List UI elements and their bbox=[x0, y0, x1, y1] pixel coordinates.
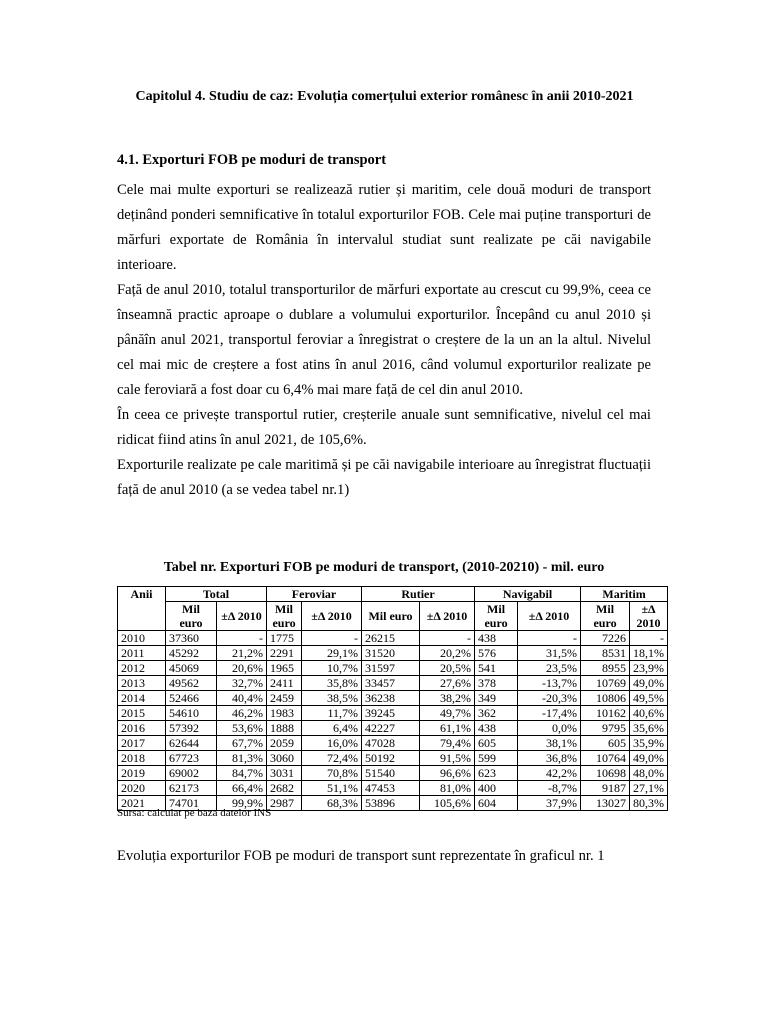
body-text bbox=[117, 178, 651, 503]
delta-cell: 23,5% bbox=[518, 661, 581, 676]
subheader-mil-euro: Mil euro bbox=[267, 602, 302, 631]
subheader-row bbox=[118, 602, 668, 631]
value-cell: 9795 bbox=[581, 721, 630, 736]
delta-cell: 49,5% bbox=[630, 691, 668, 706]
final-line: Evoluția exporturilor FOB pe moduri de transport sunt reprezentate în graficul nr. 1 bbox=[117, 848, 605, 864]
delta-cell: - bbox=[518, 631, 581, 646]
table-row bbox=[118, 706, 668, 721]
delta-cell: 35,6% bbox=[630, 721, 668, 736]
delta-cell: 51,1% bbox=[302, 781, 362, 796]
year-cell: 2018 bbox=[118, 751, 166, 766]
value-cell: 45292 bbox=[166, 646, 217, 661]
group-header-maritim: Maritim bbox=[581, 587, 668, 602]
year-cell: 2014 bbox=[118, 691, 166, 706]
delta-cell: 99,9% bbox=[217, 796, 267, 811]
value-cell: 378 bbox=[475, 676, 518, 691]
value-cell: 605 bbox=[475, 736, 518, 751]
value-cell: 67723 bbox=[166, 751, 217, 766]
value-cell: 1983 bbox=[267, 706, 302, 721]
value-cell: 52466 bbox=[166, 691, 217, 706]
delta-cell: 20,5% bbox=[420, 661, 475, 676]
value-cell: 36238 bbox=[362, 691, 420, 706]
delta-cell: -13,7% bbox=[518, 676, 581, 691]
value-cell: 74701 bbox=[166, 796, 217, 811]
source-note: Sursa: calculat pe baza datelor INS bbox=[117, 807, 272, 819]
year-cell: 2010 bbox=[118, 631, 166, 646]
delta-cell: 53,6% bbox=[217, 721, 267, 736]
table-row bbox=[118, 736, 668, 751]
year-header: Anii bbox=[118, 587, 166, 631]
table-row bbox=[118, 766, 668, 781]
delta-cell: 27,6% bbox=[420, 676, 475, 691]
table-row bbox=[118, 691, 668, 706]
table-row bbox=[118, 646, 668, 661]
value-cell: 69002 bbox=[166, 766, 217, 781]
delta-cell: -8,7% bbox=[518, 781, 581, 796]
value-cell: 37360 bbox=[166, 631, 217, 646]
delta-cell: 80,3% bbox=[630, 796, 668, 811]
delta-cell: 6,4% bbox=[302, 721, 362, 736]
delta-cell: 40,6% bbox=[630, 706, 668, 721]
value-cell: 47453 bbox=[362, 781, 420, 796]
delta-cell: 23,9% bbox=[630, 661, 668, 676]
year-cell: 2015 bbox=[118, 706, 166, 721]
paragraph: Cele mai multe exporturi se realizează rutier și maritim, cele două moduri de transport deținând ponderi semnificative în totalul exporturilor FOB. Cele mai puține transporturi de mărfuri exportate de România în intervalul studiat sunt realizate pe căi navigabile interioare. bbox=[117, 182, 651, 273]
value-cell: 26215 bbox=[362, 631, 420, 646]
value-cell: 599 bbox=[475, 751, 518, 766]
delta-cell: 81,3% bbox=[217, 751, 267, 766]
value-cell: 62173 bbox=[166, 781, 217, 796]
value-cell: 2411 bbox=[267, 676, 302, 691]
table-caption: Tabel nr. Exporturi FOB pe moduri de transport, (2010-20210) - mil. euro bbox=[163, 560, 605, 575]
group-header-feroviar: Feroviar bbox=[267, 587, 362, 602]
delta-cell: 29,1% bbox=[302, 646, 362, 661]
subheader-delta-2010: ±Δ 2010 bbox=[217, 602, 267, 631]
delta-cell: - bbox=[420, 631, 475, 646]
section-heading: 4.1. Exporturi FOB pe moduri de transport bbox=[117, 152, 387, 168]
value-cell: 1888 bbox=[267, 721, 302, 736]
table-row bbox=[118, 781, 668, 796]
value-cell: 10698 bbox=[581, 766, 630, 781]
subheader-mil-euro: Mil euro bbox=[362, 602, 420, 631]
table-body bbox=[118, 631, 668, 811]
delta-cell: 38,5% bbox=[302, 691, 362, 706]
value-cell: 1775 bbox=[267, 631, 302, 646]
year-cell: 2020 bbox=[118, 781, 166, 796]
delta-cell: - bbox=[217, 631, 267, 646]
value-cell: 400 bbox=[475, 781, 518, 796]
year-cell: 2012 bbox=[118, 661, 166, 676]
delta-cell: 35,9% bbox=[630, 736, 668, 751]
delta-cell: 49,7% bbox=[420, 706, 475, 721]
delta-cell: 72,4% bbox=[302, 751, 362, 766]
value-cell: 605 bbox=[581, 736, 630, 751]
value-cell: 62644 bbox=[166, 736, 217, 751]
value-cell: 541 bbox=[475, 661, 518, 676]
paragraph: Exporturile realizate pe cale maritimă și pe căi navigabile interioare au înregistrat fluctuații față de anul 2010 (a se vedea tabel nr.1) bbox=[117, 457, 651, 498]
delta-cell: - bbox=[630, 631, 668, 646]
value-cell: 10764 bbox=[581, 751, 630, 766]
delta-cell: 16,0% bbox=[302, 736, 362, 751]
delta-cell: 18,1% bbox=[630, 646, 668, 661]
group-header-total: Total bbox=[166, 587, 267, 602]
delta-cell: 35,8% bbox=[302, 676, 362, 691]
value-cell: 57392 bbox=[166, 721, 217, 736]
value-cell: 349 bbox=[475, 691, 518, 706]
delta-cell: 32,7% bbox=[217, 676, 267, 691]
value-cell: 31520 bbox=[362, 646, 420, 661]
year-cell: 2017 bbox=[118, 736, 166, 751]
year-cell: 2019 bbox=[118, 766, 166, 781]
delta-cell: 105,6% bbox=[420, 796, 475, 811]
value-cell: 10769 bbox=[581, 676, 630, 691]
subheader-mil-euro: Mil euro bbox=[475, 602, 518, 631]
value-cell: 42227 bbox=[362, 721, 420, 736]
table-row bbox=[118, 631, 668, 646]
delta-cell: 31,5% bbox=[518, 646, 581, 661]
delta-cell: 42,2% bbox=[518, 766, 581, 781]
table-row bbox=[118, 721, 668, 736]
subheader-delta-2010: ±Δ 2010 bbox=[302, 602, 362, 631]
delta-cell: - bbox=[302, 631, 362, 646]
year-cell: 2016 bbox=[118, 721, 166, 736]
value-cell: 45069 bbox=[166, 661, 217, 676]
delta-cell: -20,3% bbox=[518, 691, 581, 706]
value-cell: 438 bbox=[475, 721, 518, 736]
value-cell: 9187 bbox=[581, 781, 630, 796]
value-cell: 8531 bbox=[581, 646, 630, 661]
delta-cell: 46,2% bbox=[217, 706, 267, 721]
exports-table bbox=[117, 586, 668, 811]
value-cell: 623 bbox=[475, 766, 518, 781]
value-cell: 31597 bbox=[362, 661, 420, 676]
delta-cell: 67,7% bbox=[217, 736, 267, 751]
chapter-title: Capitolul 4. Studiu de caz: Evoluția comerțului exterior românesc în anii 2010-2021 bbox=[135, 89, 634, 104]
delta-cell: 10,7% bbox=[302, 661, 362, 676]
table-row bbox=[118, 676, 668, 691]
value-cell: 7226 bbox=[581, 631, 630, 646]
value-cell: 53896 bbox=[362, 796, 420, 811]
delta-cell: 70,8% bbox=[302, 766, 362, 781]
value-cell: 49562 bbox=[166, 676, 217, 691]
value-cell: 39245 bbox=[362, 706, 420, 721]
delta-cell: 96,6% bbox=[420, 766, 475, 781]
subheader-delta-2010: ±Δ 2010 bbox=[518, 602, 581, 631]
paragraph: Față de anul 2010, totalul transporturilor de mărfuri exportate au crescut cu 99,9%, ceea ce înseamnă practic aproape o dublare a volumului exporturilor. Începând cu anul 2010 și pânăîn anul 2021, transportul feroviar a înregistrat o creștere de la un an la altul. Nivelul cel mai mic de creștere a fost atins în anul 2016, când volumul exporturilor realizate pe cale feroviară a fost doar cu 6,4% mai mare față de cel din anul 2010. bbox=[117, 282, 651, 398]
delta-cell: 38,2% bbox=[420, 691, 475, 706]
delta-cell: 66,4% bbox=[217, 781, 267, 796]
year-cell: 2011 bbox=[118, 646, 166, 661]
delta-cell: 38,1% bbox=[518, 736, 581, 751]
delta-cell: 0,0% bbox=[518, 721, 581, 736]
value-cell: 33457 bbox=[362, 676, 420, 691]
value-cell: 604 bbox=[475, 796, 518, 811]
value-cell: 13027 bbox=[581, 796, 630, 811]
delta-cell: 27,1% bbox=[630, 781, 668, 796]
paragraph: În ceea ce privește transportul rutier, creșterile anuale sunt semnificative, nivelul cel mai ridicat fiind atins în anul 2021, de 105,6%. bbox=[117, 407, 651, 448]
value-cell: 10806 bbox=[581, 691, 630, 706]
value-cell: 1965 bbox=[267, 661, 302, 676]
delta-cell: 49,0% bbox=[630, 751, 668, 766]
delta-cell: 84,7% bbox=[217, 766, 267, 781]
value-cell: 47028 bbox=[362, 736, 420, 751]
delta-cell: 61,1% bbox=[420, 721, 475, 736]
value-cell: 2682 bbox=[267, 781, 302, 796]
value-cell: 2987 bbox=[267, 796, 302, 811]
delta-cell: 21,2% bbox=[217, 646, 267, 661]
delta-cell: 36,8% bbox=[518, 751, 581, 766]
value-cell: 51540 bbox=[362, 766, 420, 781]
delta-cell: 20,2% bbox=[420, 646, 475, 661]
value-cell: 576 bbox=[475, 646, 518, 661]
delta-cell: 37,9% bbox=[518, 796, 581, 811]
year-cell: 2021 bbox=[118, 796, 166, 811]
value-cell: 3031 bbox=[267, 766, 302, 781]
value-cell: 3060 bbox=[267, 751, 302, 766]
delta-cell: 81,0% bbox=[420, 781, 475, 796]
value-cell: 50192 bbox=[362, 751, 420, 766]
year-cell: 2013 bbox=[118, 676, 166, 691]
value-cell: 2459 bbox=[267, 691, 302, 706]
value-cell: 8955 bbox=[581, 661, 630, 676]
value-cell: 2291 bbox=[267, 646, 302, 661]
subheader-mil-euro: Mil euro bbox=[166, 602, 217, 631]
group-header-rutier: Rutier bbox=[362, 587, 475, 602]
delta-cell: 48,0% bbox=[630, 766, 668, 781]
delta-cell: 40,4% bbox=[217, 691, 267, 706]
value-cell: 54610 bbox=[166, 706, 217, 721]
table-row bbox=[118, 751, 668, 766]
value-cell: 2059 bbox=[267, 736, 302, 751]
subheader-delta-2010: ±Δ 2010 bbox=[630, 602, 668, 631]
value-cell: 10162 bbox=[581, 706, 630, 721]
delta-cell: 49,0% bbox=[630, 676, 668, 691]
value-cell: 438 bbox=[475, 631, 518, 646]
delta-cell: 79,4% bbox=[420, 736, 475, 751]
delta-cell: 91,5% bbox=[420, 751, 475, 766]
subheader-delta-2010: ±Δ 2010 bbox=[420, 602, 475, 631]
delta-cell: 20,6% bbox=[217, 661, 267, 676]
group-header-navigabil: Navigabil bbox=[475, 587, 581, 602]
subheader-mil-euro: Mil euro bbox=[581, 602, 630, 631]
table-row bbox=[118, 661, 668, 676]
value-cell: 362 bbox=[475, 706, 518, 721]
delta-cell: -17,4% bbox=[518, 706, 581, 721]
delta-cell: 68,3% bbox=[302, 796, 362, 811]
delta-cell: 11,7% bbox=[302, 706, 362, 721]
